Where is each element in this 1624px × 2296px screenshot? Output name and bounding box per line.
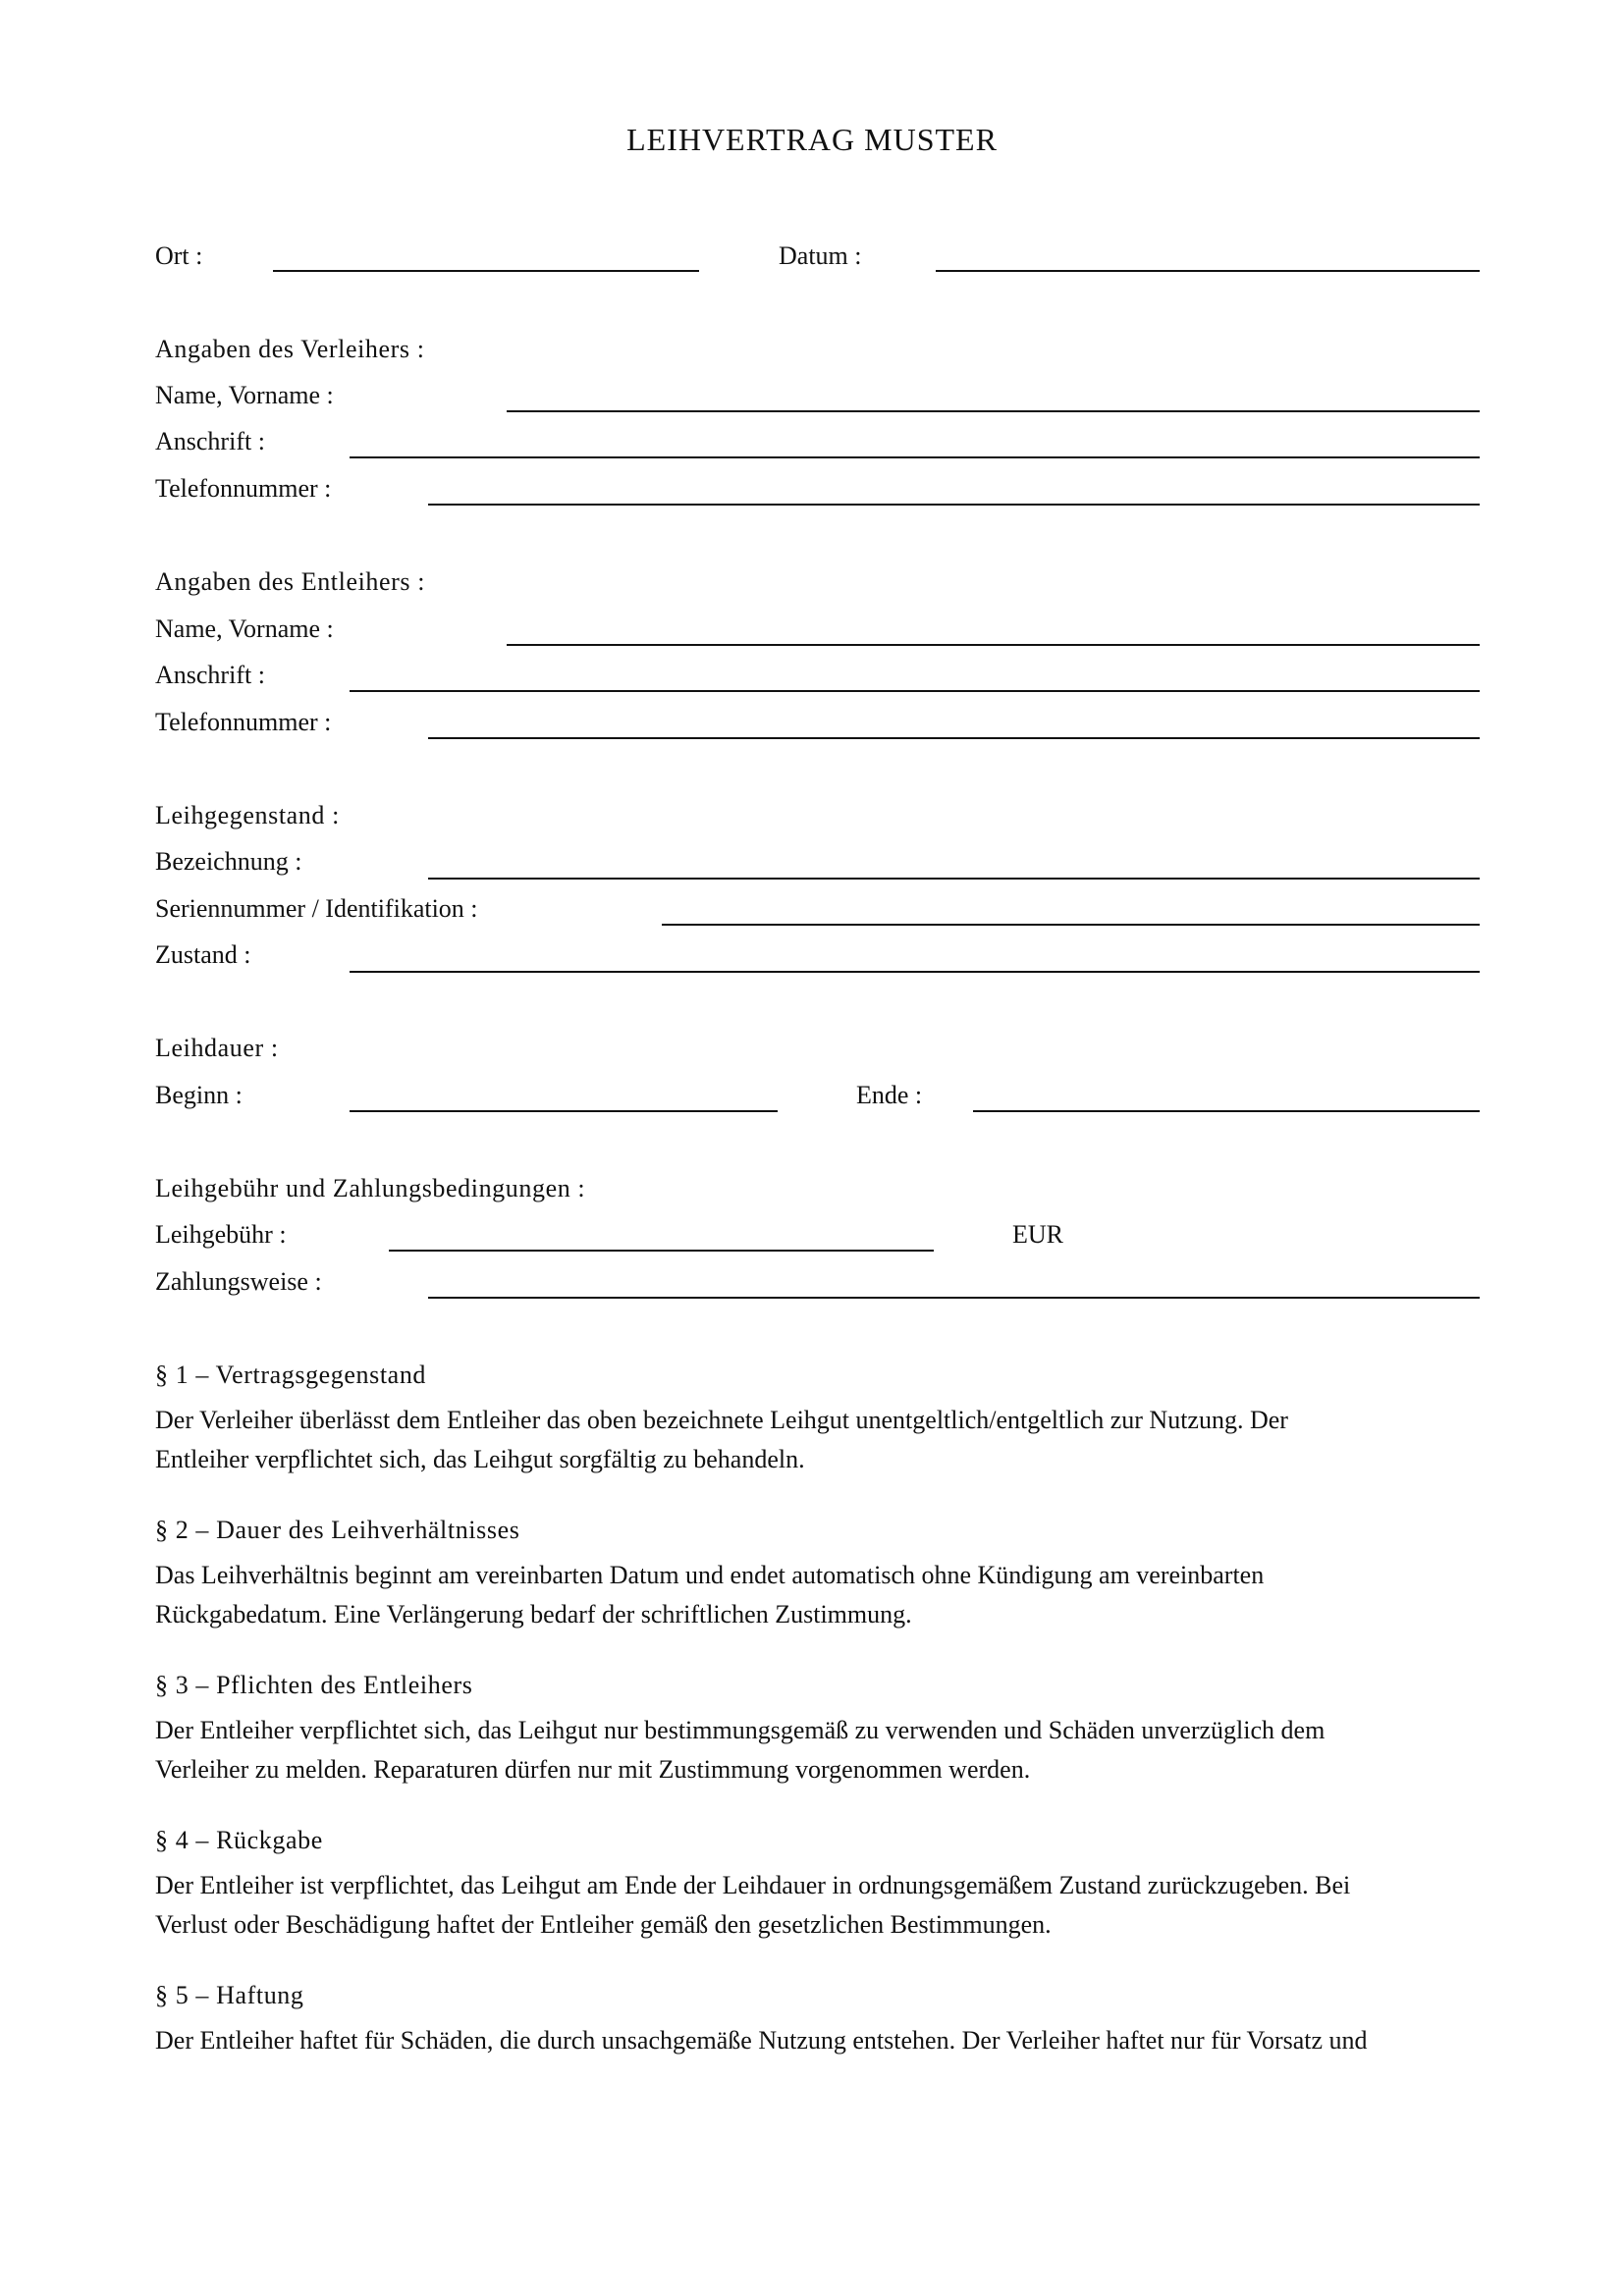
beginn-field[interactable]	[350, 1110, 778, 1112]
seriennummer-field[interactable]	[662, 924, 1480, 926]
entleiher-name-label: Name, Vorname :	[155, 614, 334, 643]
section-4-heading: § 4 – Rückgabe	[155, 1826, 323, 1854]
ende-field[interactable]	[973, 1110, 1480, 1112]
verleiher-telefon-label: Telefonnummer :	[155, 474, 332, 503]
bezeichnung-field[interactable]	[428, 878, 1480, 880]
beginn-label: Beginn :	[155, 1081, 243, 1109]
verleiher-name-field[interactable]	[507, 410, 1480, 412]
zahlungsweise-label: Zahlungsweise :	[155, 1267, 322, 1296]
document-title: LEIHVERTRAG MUSTER	[626, 122, 998, 157]
verleiher-name-label: Name, Vorname :	[155, 381, 334, 409]
bezeichnung-label: Bezeichnung :	[155, 847, 302, 876]
verleiher-heading: Angaben des Verleihers :	[155, 335, 425, 363]
ende-label: Ende :	[856, 1081, 923, 1109]
section-2-text	[155, 1556, 1490, 1634]
section-5-line-1: Der Entleiher haftet für Schäden, die durch unsachgemäße Nutzung entstehen. Der Verleiher haftet nur für Vorsatz und	[155, 2026, 1368, 2055]
section-2-line-2: Rückgabedatum. Eine Verlängerung bedarf der schriftlichen Zustimmung.	[155, 1600, 912, 1629]
section-5-heading: § 5 – Haftung	[155, 1981, 304, 2009]
section-2-line-1: Das Leihverhältnis beginnt am vereinbarten Datum und endet automatisch ohne Kündigung am vereinbarten	[155, 1561, 1265, 1589]
zustand-label: Zustand :	[155, 940, 251, 969]
section-2-heading: § 2 – Dauer des Leihverhältnisses	[155, 1516, 520, 1544]
section-5-text	[155, 2021, 1490, 2060]
entleiher-telefon-label: Telefonnummer :	[155, 708, 332, 736]
leihdauer-heading: Leihdauer :	[155, 1034, 279, 1062]
section-4-text	[155, 1866, 1490, 1945]
leihgegenstand-heading: Leihgegenstand :	[155, 801, 340, 829]
section-3-text	[155, 1711, 1490, 1789]
entleiher-anschrift-field[interactable]	[350, 690, 1480, 692]
entleiher-telefon-field[interactable]	[428, 737, 1480, 739]
leihgebuehr-field[interactable]	[389, 1250, 934, 1252]
section-1-line-1: Der Verleiher überlässt dem Entleiher das oben bezeichnete Leihgut unentgeltlich/entgeltlich zur Nutzung. Der	[155, 1406, 1288, 1434]
verleiher-telefon-field[interactable]	[428, 504, 1480, 506]
leihgebuehr-label: Leihgebühr :	[155, 1220, 287, 1249]
verleiher-anschrift-label: Anschrift :	[155, 427, 265, 455]
gebuehr-heading: Leihgebühr und Zahlungsbedingungen :	[155, 1174, 586, 1202]
section-1-line-2: Entleiher verpflichtet sich, das Leihgut sorgfältig zu behandeln.	[155, 1445, 805, 1473]
entleiher-heading: Angaben des Entleihers :	[155, 567, 426, 596]
ort-label: Ort :	[155, 241, 203, 270]
entleiher-name-field[interactable]	[507, 644, 1480, 646]
section-3-line-1: Der Entleiher verpflichtet sich, das Leihgut nur bestimmungsgemäß zu verwenden und Schäden unverzüglich dem	[155, 1716, 1326, 1744]
zahlungsweise-field[interactable]	[428, 1297, 1480, 1299]
section-3-heading: § 3 – Pflichten des Entleihers	[155, 1671, 473, 1699]
datum-field[interactable]	[936, 270, 1480, 272]
section-4-line-1: Der Entleiher ist verpflichtet, das Leihgut am Ende der Leihdauer in ordnungsgemäßem Zustand zurückzugeben. Bei	[155, 1871, 1351, 1899]
section-1-heading: § 1 – Vertragsgegenstand	[155, 1361, 427, 1389]
verleiher-anschrift-field[interactable]	[350, 456, 1480, 458]
ort-field[interactable]	[273, 270, 699, 272]
datum-label: Datum :	[779, 241, 862, 270]
section-1-text	[155, 1401, 1490, 1479]
entleiher-anschrift-label: Anschrift :	[155, 661, 265, 689]
seriennummer-label: Seriennummer / Identifikation :	[155, 894, 478, 923]
currency-label: EUR	[1012, 1220, 1063, 1249]
zustand-field[interactable]	[350, 971, 1480, 973]
section-4-line-2: Verlust oder Beschädigung haftet der Entleiher gemäß den gesetzlichen Bestimmungen.	[155, 1910, 1052, 1939]
section-3-line-2: Verleiher zu melden. Reparaturen dürfen nur mit Zustimmung vorgenommen werden.	[155, 1755, 1031, 1784]
